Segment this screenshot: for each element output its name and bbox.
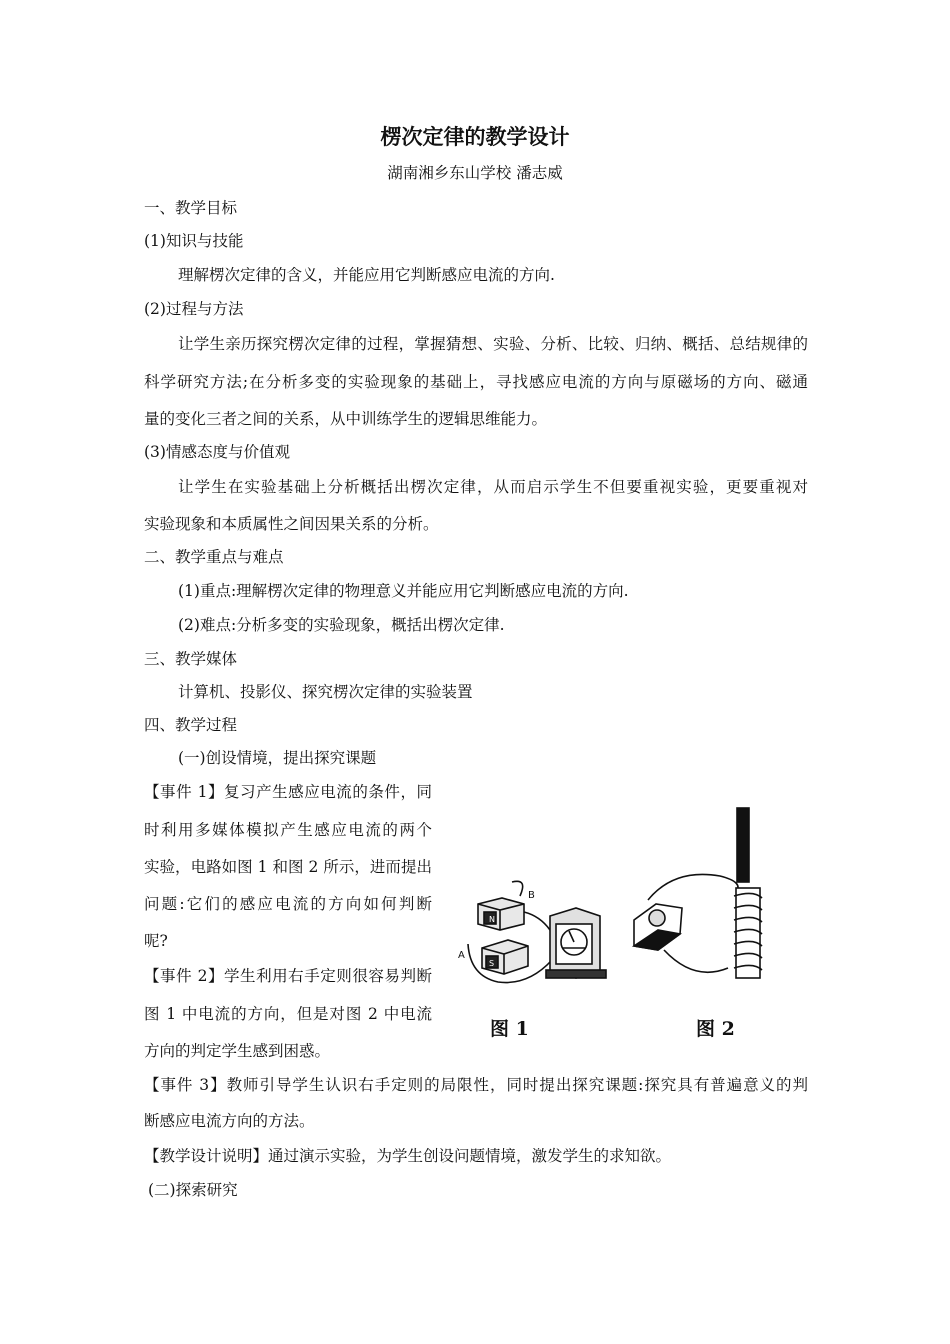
design-note: 【教学设计说明】通过演示实验，为学生创设问题情境，激发学生的求知欲。	[144, 1147, 672, 1165]
paragraph-line: 【事件 1】复习产生感应电流的条件，同	[144, 783, 432, 801]
paragraph-line: 计算机、投影仪、探究楞次定律的实验装置	[178, 683, 473, 701]
magnet-s-label: S	[489, 959, 495, 968]
subsection-heading: (2)过程与方法	[144, 300, 244, 318]
paragraph-line: 让学生在实验基础上分析概括出楞次定律，从而启示学生不但要重视实验，更要重视对	[178, 478, 808, 496]
subsection-heading: (3)情感态度与价值观	[144, 443, 290, 461]
subsection-heading: (1)知识与技能	[144, 232, 244, 250]
paragraph-line: 时利用多媒体模拟产生感应电流的两个	[144, 821, 432, 839]
subsection-heading: (一)创设情境，提出探究课题	[178, 749, 377, 767]
figure2-circuit	[634, 808, 762, 978]
section-heading: 四、教学过程	[144, 716, 238, 734]
paragraph-line: 理解楞次定律的含义，并能应用它判断感应电流的方向.	[178, 266, 555, 284]
document-title: 楞次定律的教学设计	[380, 124, 570, 149]
figure1-caption: 图 1	[490, 1018, 529, 1040]
label-b: B	[528, 890, 535, 901]
paragraph-line: (2)难点:分析多变的实验现象，概括出楞次定律.	[178, 616, 505, 634]
experiment-figure	[458, 800, 778, 1045]
magnet-n-label: N	[489, 915, 495, 924]
paragraph-line: 问题:它们的感应电流的方向如何判断	[144, 895, 432, 913]
section-heading: 三、教学媒体	[144, 650, 238, 668]
paragraph-line: 断感应电流方向的方法。	[144, 1112, 315, 1130]
paragraph-line: 实验，电路如图 1 和图 2 所示，进而提出	[144, 858, 432, 876]
paragraph-line: 呢?	[144, 932, 168, 950]
subsection-heading: (二)探索研究	[148, 1181, 238, 1199]
author-line: 湖南湘乡东山学校 潘志威	[387, 164, 563, 182]
paragraph-line: 实验现象和本质属性之间因果关系的分析。	[144, 515, 439, 533]
paragraph-line: 图 1 中电流的方向，但是对图 2 中电流	[144, 1005, 432, 1023]
paragraph-line: 【事件 2】学生利用右手定则很容易判断	[144, 967, 432, 985]
paragraph-line: 让学生亲历探究楞次定律的过程，掌握猜想、实验、分析、比较、归纳、概括、总结规律的	[178, 335, 808, 353]
paragraph-line: 科学研究方法;在分析多变的实验现象的基础上，寻找感应电流的方向与原磁场的方向、磁通	[144, 373, 808, 391]
section-heading: 一、教学目标	[144, 199, 238, 217]
paragraph-line: 方向的判定学生感到困惑。	[144, 1042, 331, 1060]
paragraph-line: 【事件 3】教师引导学生认识右手定则的局限性，同时提出探究课题:探究具有普遍意义的判	[144, 1076, 808, 1094]
figure2-caption: 图 2	[696, 1018, 735, 1040]
paragraph-line: (1)重点:理解楞次定律的物理意义并能应用它判断感应电流的方向.	[178, 582, 629, 600]
paragraph-line: 量的变化三者之间的关系，从中训练学生的逻辑思维能力。	[144, 410, 548, 428]
section-heading: 二、教学重点与难点	[144, 548, 284, 566]
label-a: A	[458, 950, 465, 961]
